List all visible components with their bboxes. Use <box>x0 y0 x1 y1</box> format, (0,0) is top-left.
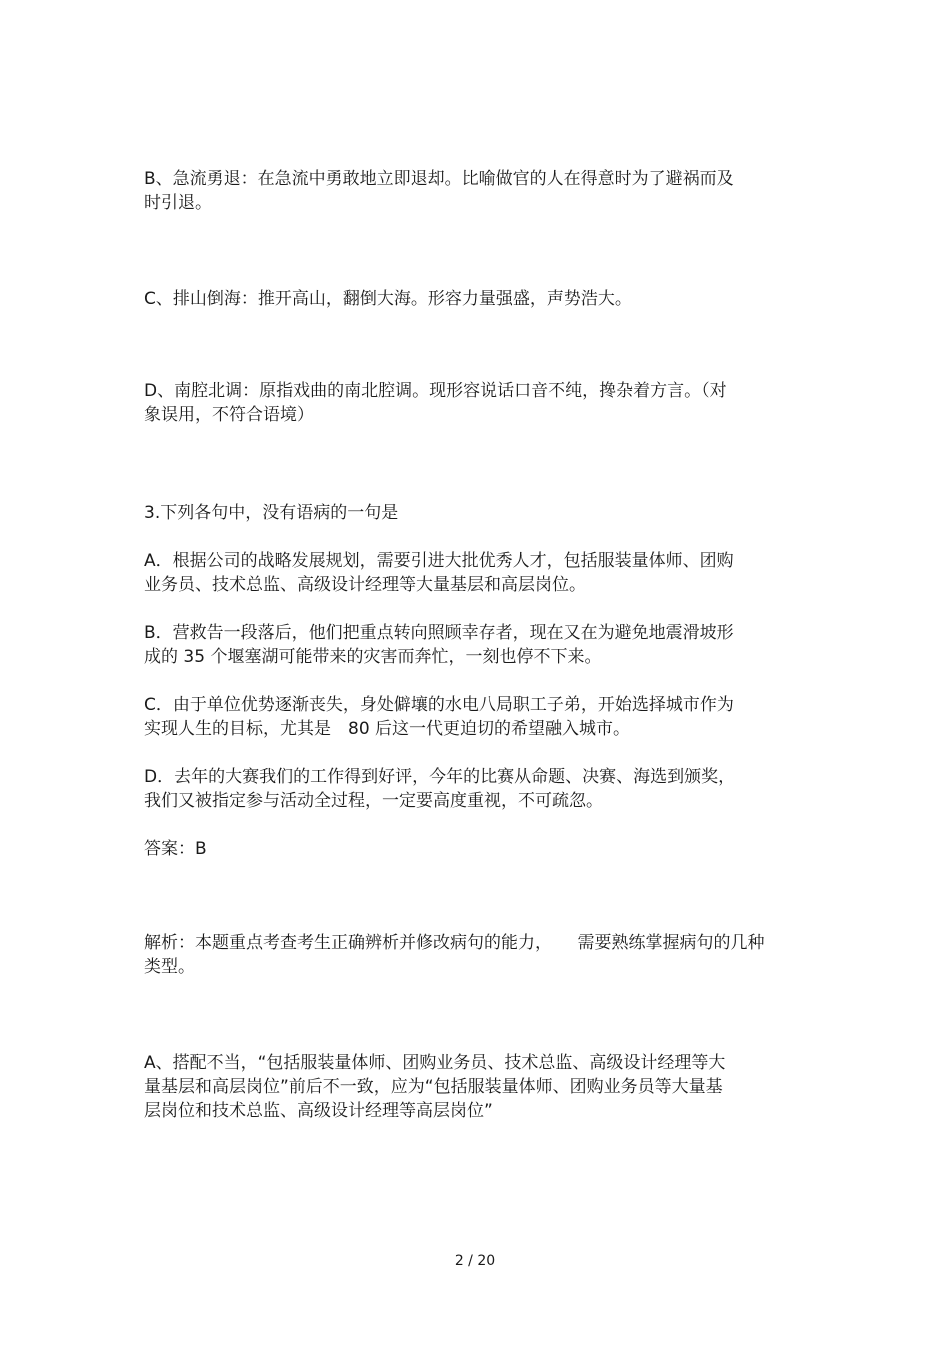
text-line-b-idiom-1: B、急流勇退：在急流中勇敢地立即退却。比喻做官的人在得意时为了避祸而及 <box>144 169 734 189</box>
analysis-line-1: 解析：本题重点考查考生正确辨析并修改病句的能力， 需要熟练掌握病句的几种 <box>144 933 765 953</box>
text-line-c-idiom: C、排山倒海：推开高山，翻倒大海。形容力量强盛，声势浩大。 <box>144 289 632 309</box>
option-b-line-2: 成的 35 个堰塞湖可能带来的灾害而奔忙，一刻也停不下来。 <box>144 647 602 667</box>
option-c-line-1: C．由于单位优势逐渐丧失，身处僻壤的水电八局职工子弟，开始选择城市作为 <box>144 695 734 715</box>
analysis-line-2: 类型。 <box>144 957 195 977</box>
option-a-line-2: 业务员、技术总监、高级设计经理等大量基层和高层岗位。 <box>144 575 586 595</box>
text-line-b-idiom-2: 时引退。 <box>144 193 212 213</box>
analysis-a-line-3: 层岗位和技术总监、高级设计经理等高层岗位” <box>144 1101 493 1121</box>
option-a-line-1: A．根据公司的战略发展规划，需要引进大批优秀人才，包括服装量体师、团购 <box>144 551 734 571</box>
option-c-line-2: 实现人生的目标，尤其是 80 后这一代更迫切的希望融入城市。 <box>144 719 631 739</box>
option-d-line-1: D．去年的大赛我们的工作得到好评，今年的比赛从命题、决赛、海选到颁奖， <box>144 767 736 787</box>
text-line-d-idiom-1: D、南腔北调：原指戏曲的南北腔调。现形容说话口音不纯，搀杂着方言。（对 <box>144 381 727 401</box>
answer-line: 答案：B <box>144 839 207 859</box>
analysis-a-line-2: 量基层和高层岗位”前后不一致，应为“包括服装量体师、团购业务员等大量基 <box>144 1077 723 1097</box>
page-number: 2 / 20 <box>454 1253 496 1269</box>
text-line-d-idiom-2: 象误用，不符合语境） <box>144 405 314 425</box>
option-b-line-1: B．营救告一段落后，他们把重点转向照顾幸存者，现在又在为避免地震滑坡形 <box>144 623 734 643</box>
analysis-a-line-1: A、搭配不当，“包括服装量体师、团购业务员、技术总监、高级设计经理等大 <box>144 1053 726 1073</box>
option-d-line-2: 我们又被指定参与活动全过程，一定要高度重视，不可疏忽。 <box>144 791 603 811</box>
question-3-stem: 3.下列各句中，没有语病的一句是 <box>144 503 399 523</box>
